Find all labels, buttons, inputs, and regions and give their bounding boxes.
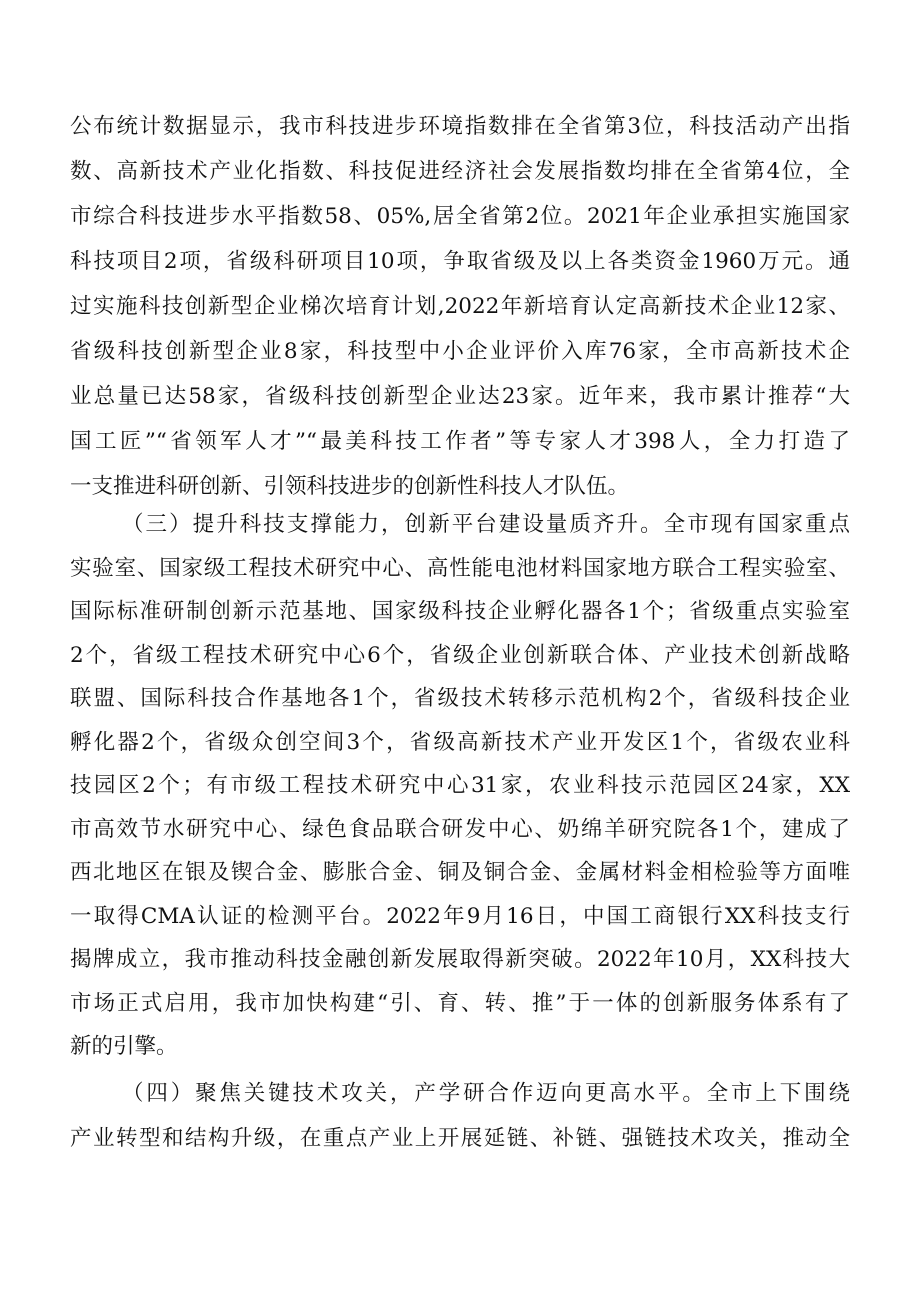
paragraph-line: 科技项目2项，省级科研项目10项，争取省级及以上各类资金1960万元。通: [70, 249, 850, 274]
paragraph-line: 市高效节水研究中心、绿色食品联合研发中心、奶绵羊研究院各1个，建成了: [70, 816, 850, 842]
paragraph-line: 孵化器2个，省级众创空间3个，省级高新技术产业开发区1个，省级农业科: [70, 729, 850, 755]
paragraph-line: 新的引擎。: [70, 1034, 178, 1059]
paragraph-line: 揭牌成立，我市推动科技金融创新发展取得新突破。2022年10月，XX科技大: [70, 947, 850, 972]
paragraph-line: 2个，省级工程技术研究中心6个，省级企业创新联合体、产业技术创新战略: [70, 642, 850, 668]
paragraph-line: 公布统计数据显示，我市科技进步环境指数排在全省第3位，科技活动产出指: [70, 114, 850, 139]
paragraph-line: 一支推进科研创新、引领科技进步的创新性科技人才队伍。: [70, 474, 630, 499]
paragraph-heading-line: （三）提升科技支撑能力，创新平台建设量质齐升。全市现有国家重点: [122, 512, 850, 537]
paragraph-line: 国际标准研制创新示范基地、国家级科技企业孵化器各1个；省级重点实验室: [70, 599, 850, 624]
paragraph-line: 过实施科技创新型企业梯次培育计划,2022年新培育认定高新技术企业12家、: [70, 294, 850, 319]
paragraph-line: 市综合科技进步水平指数58、05%,居全省第2位。2021年企业承担实施国家: [70, 204, 850, 229]
paragraph-line: 省级科技创新型企业8家，科技型中小企业评价入库76家，全市高新技术企: [70, 339, 850, 364]
paragraph-line: 实验室、国家级工程技术研究中心、高性能电池材料国家地方联合工程实验室、: [70, 555, 850, 581]
paragraph-line: 国工匠”“省领军人才”“最美科技工作者”等专家人才398人，全力打造了: [70, 429, 850, 454]
paragraph-line: 技园区2个；有市级工程技术研究中心31家，农业科技示范园区24家，XX: [70, 773, 850, 798]
paragraph-line: 市场正式启用，我市加快构建“引、育、转、推”于一体的创新服务体系有了: [70, 990, 850, 1016]
paragraph-line: 西北地区在银及锲合金、膨胀合金、铜及铜合金、金属材料金相检验等方面唯: [70, 860, 850, 885]
paragraph-line: 产业转型和结构升级，在重点产业上开展延链、补链、强链技术攻关，推动全: [70, 1126, 850, 1151]
paragraph-line: 数、高新技术产业化指数、科技促进经济社会发展指数均排在全省第4位，全: [70, 159, 850, 184]
paragraph-line: 业总量已达58家，省级科技创新型企业达23家。近年来，我市累计推荐“大: [70, 384, 850, 409]
paragraph-line: 联盟、国际科技合作基地各1个，省级技术转移示范机构2个，省级科技企业: [70, 686, 850, 711]
paragraph-line: 一取得CMA认证的检测平台。2022年9月16日，中国工商银行XX科技支行: [70, 903, 850, 929]
paragraph-heading-line: （四）聚焦关键技术攻关，产学研合作迈向更高水平。全市上下围绕: [122, 1081, 850, 1106]
